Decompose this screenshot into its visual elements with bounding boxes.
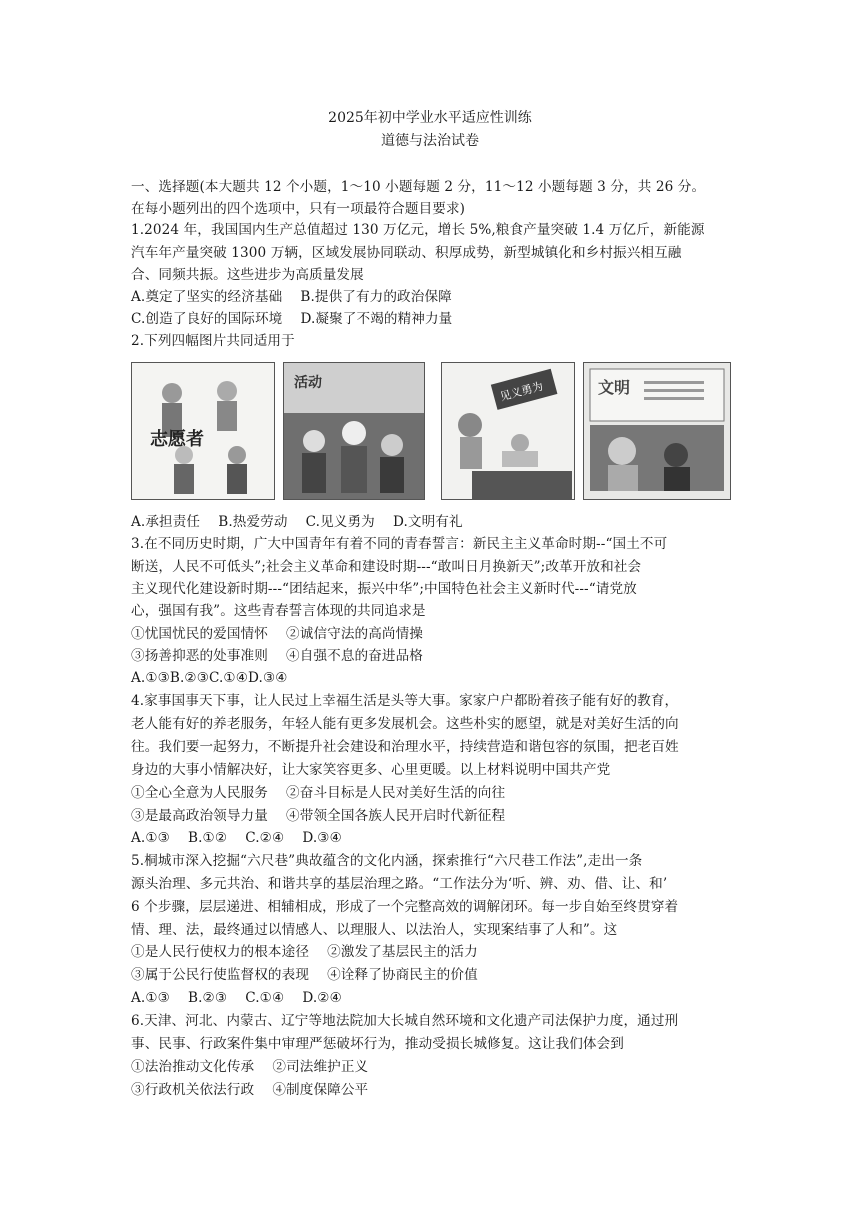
question-5-stem: 情、理、法，最终通过以情感人、以理服人、以法治人，实现案结事了人和”。这 (131, 922, 618, 938)
exam-title: 2025年初中学业水平适应性训练 (328, 110, 532, 126)
question-3-options: A.①③B.②③C.①④D.③④ (131, 670, 288, 686)
civility-illustration (583, 362, 731, 500)
question-2-stem: 2.下列四幅图片共同适用于 (131, 333, 295, 349)
question-4-options: A.①③ B.①② C.②④ D.③④ (131, 830, 342, 846)
question-5-options: A.①③ B.②③ C.①④ D.②④ (131, 990, 342, 1006)
question-4-stem: 老人能有好的养老服务，年轻人能有更多发展机会。这些朴实的愿望，就是对美好生活的向 (131, 716, 679, 732)
question-3-stem: 断送，人民不可低头”;社会主义革命和建设时期---“敢叫日月换新天”;改革开放和社会 (131, 559, 642, 575)
labor-illustration (283, 362, 425, 500)
civility-caption: 文明 (598, 378, 631, 397)
question-3-stem: 心，强国有我”。这些青春誓言体现的共同追求是 (131, 603, 426, 619)
question-5-stem: 5.桐城市深入挖掘“六尺巷”典故蕴含的文化内涵，探索推行“六尺巷工作法”,走出一条 (131, 853, 643, 869)
question-2-options: A.承担责任 B.热爱劳动 C.见义勇为 D.文明有礼 (131, 514, 463, 530)
section-instruction: 在每小题列出的四个选项中，只有一项最符合题目要求) (131, 201, 466, 217)
exam-subtitle: 道德与法治试卷 (381, 133, 479, 149)
question-4-choices: ①全心全意为人民服务 ②奋斗目标是人民对美好生活的向往 (131, 785, 506, 801)
question-1-stem: 1.2024 年，我国国内生产总值超过 130 万亿元，增长 5%,粮食产量突破 1.4 万亿斤，新能源 (131, 222, 705, 238)
question-1-stem: 汽车年产量突破 1300 万辆，区域发展协同联动、积厚成势，新型城镇化和乡村振兴相互融 (131, 245, 682, 261)
question-4-choices: ③是最高政治领导力量 ④带领全国各族人民开启时代新征程 (131, 808, 506, 824)
question-1-options: A.奠定了坚实的经济基础 B.提供了有力的政治保障 (131, 289, 452, 305)
brave-deed-illustration (441, 362, 575, 500)
question-4-stem: 身边的大事小情解决好，让大家笑容更多、心里更暖。以上材料说明中国共产党 (131, 762, 611, 778)
activity-caption: 活动 (294, 375, 322, 391)
question-3-choices: ①忧国忧民的爱国情怀 ②诚信守法的高尚情操 (131, 626, 423, 642)
question-1-stem: 合、同频共振。这些进步为高质量发展 (131, 267, 364, 283)
question-3-choices: ③扬善抑恶的处事准则 ④自强不息的奋进品格 (131, 648, 423, 664)
volunteer-caption: 志愿者 (150, 429, 204, 450)
question-3-stem: 3.在不同历史时期，广大中国青年有着不同的青春誓言：新民主主义革命时期--“国土不可 (131, 536, 668, 552)
question-5-stem: 6 个步骤，层层递进、相辅相成，形成了一个完整高效的调解闭环。每一步自始至终贯穿着 (131, 899, 679, 915)
question-5-stem: 源头治理、多元共治、和谐共享的基层治理之路。“工作法分为‘听、辨、劝、借、让、和’ (131, 876, 668, 892)
question-6-stem: 事、民事、行政案件集中审理严惩破坏行为，推动受损长城修复。这让我们体会到 (131, 1036, 624, 1052)
question-4-stem: 往。我们要一起努力，不断提升社会建设和治理水平，持续营造和谐包容的氛围，把老百姓 (131, 739, 679, 755)
question-3-stem: 主义现代化建设新时期---“团结起来，振兴中华”;中国特色社会主义新时代---“请党放 (131, 581, 637, 597)
question-6-stem: 6.天津、河北、内蒙古、辽宁等地法院加大长城自然环境和文化遗产司法保护力度，通过刑 (131, 1013, 679, 1029)
question-6-choices: ①法治推动文化传承 ②司法维护正义 (131, 1059, 369, 1075)
section-instruction: 一、选择题(本大题共 12 个小题，1～10 小题每题 2 分，11～12 小题每题 3 分，共 26 分。 (131, 179, 706, 195)
brave-deed-sign: 见义勇为 (498, 379, 545, 404)
question-1-options: C.创造了良好的国际环境 D.凝聚了不竭的精神力量 (131, 311, 453, 327)
volunteer-illustration (131, 362, 275, 500)
question-5-choices: ①是人民行使权力的根本途径 ②激发了基层民主的活力 (131, 944, 478, 960)
question-6-choices: ③行政机关依法行政 ④制度保障公平 (131, 1082, 369, 1098)
question-4-stem: 4.家事国事天下事，让人民过上幸福生活是头等大事。家家户户都盼着孩子能有好的教育， (131, 693, 679, 709)
question-5-choices: ③属于公民行使监督权的表现 ④诠释了协商民主的价值 (131, 967, 478, 983)
